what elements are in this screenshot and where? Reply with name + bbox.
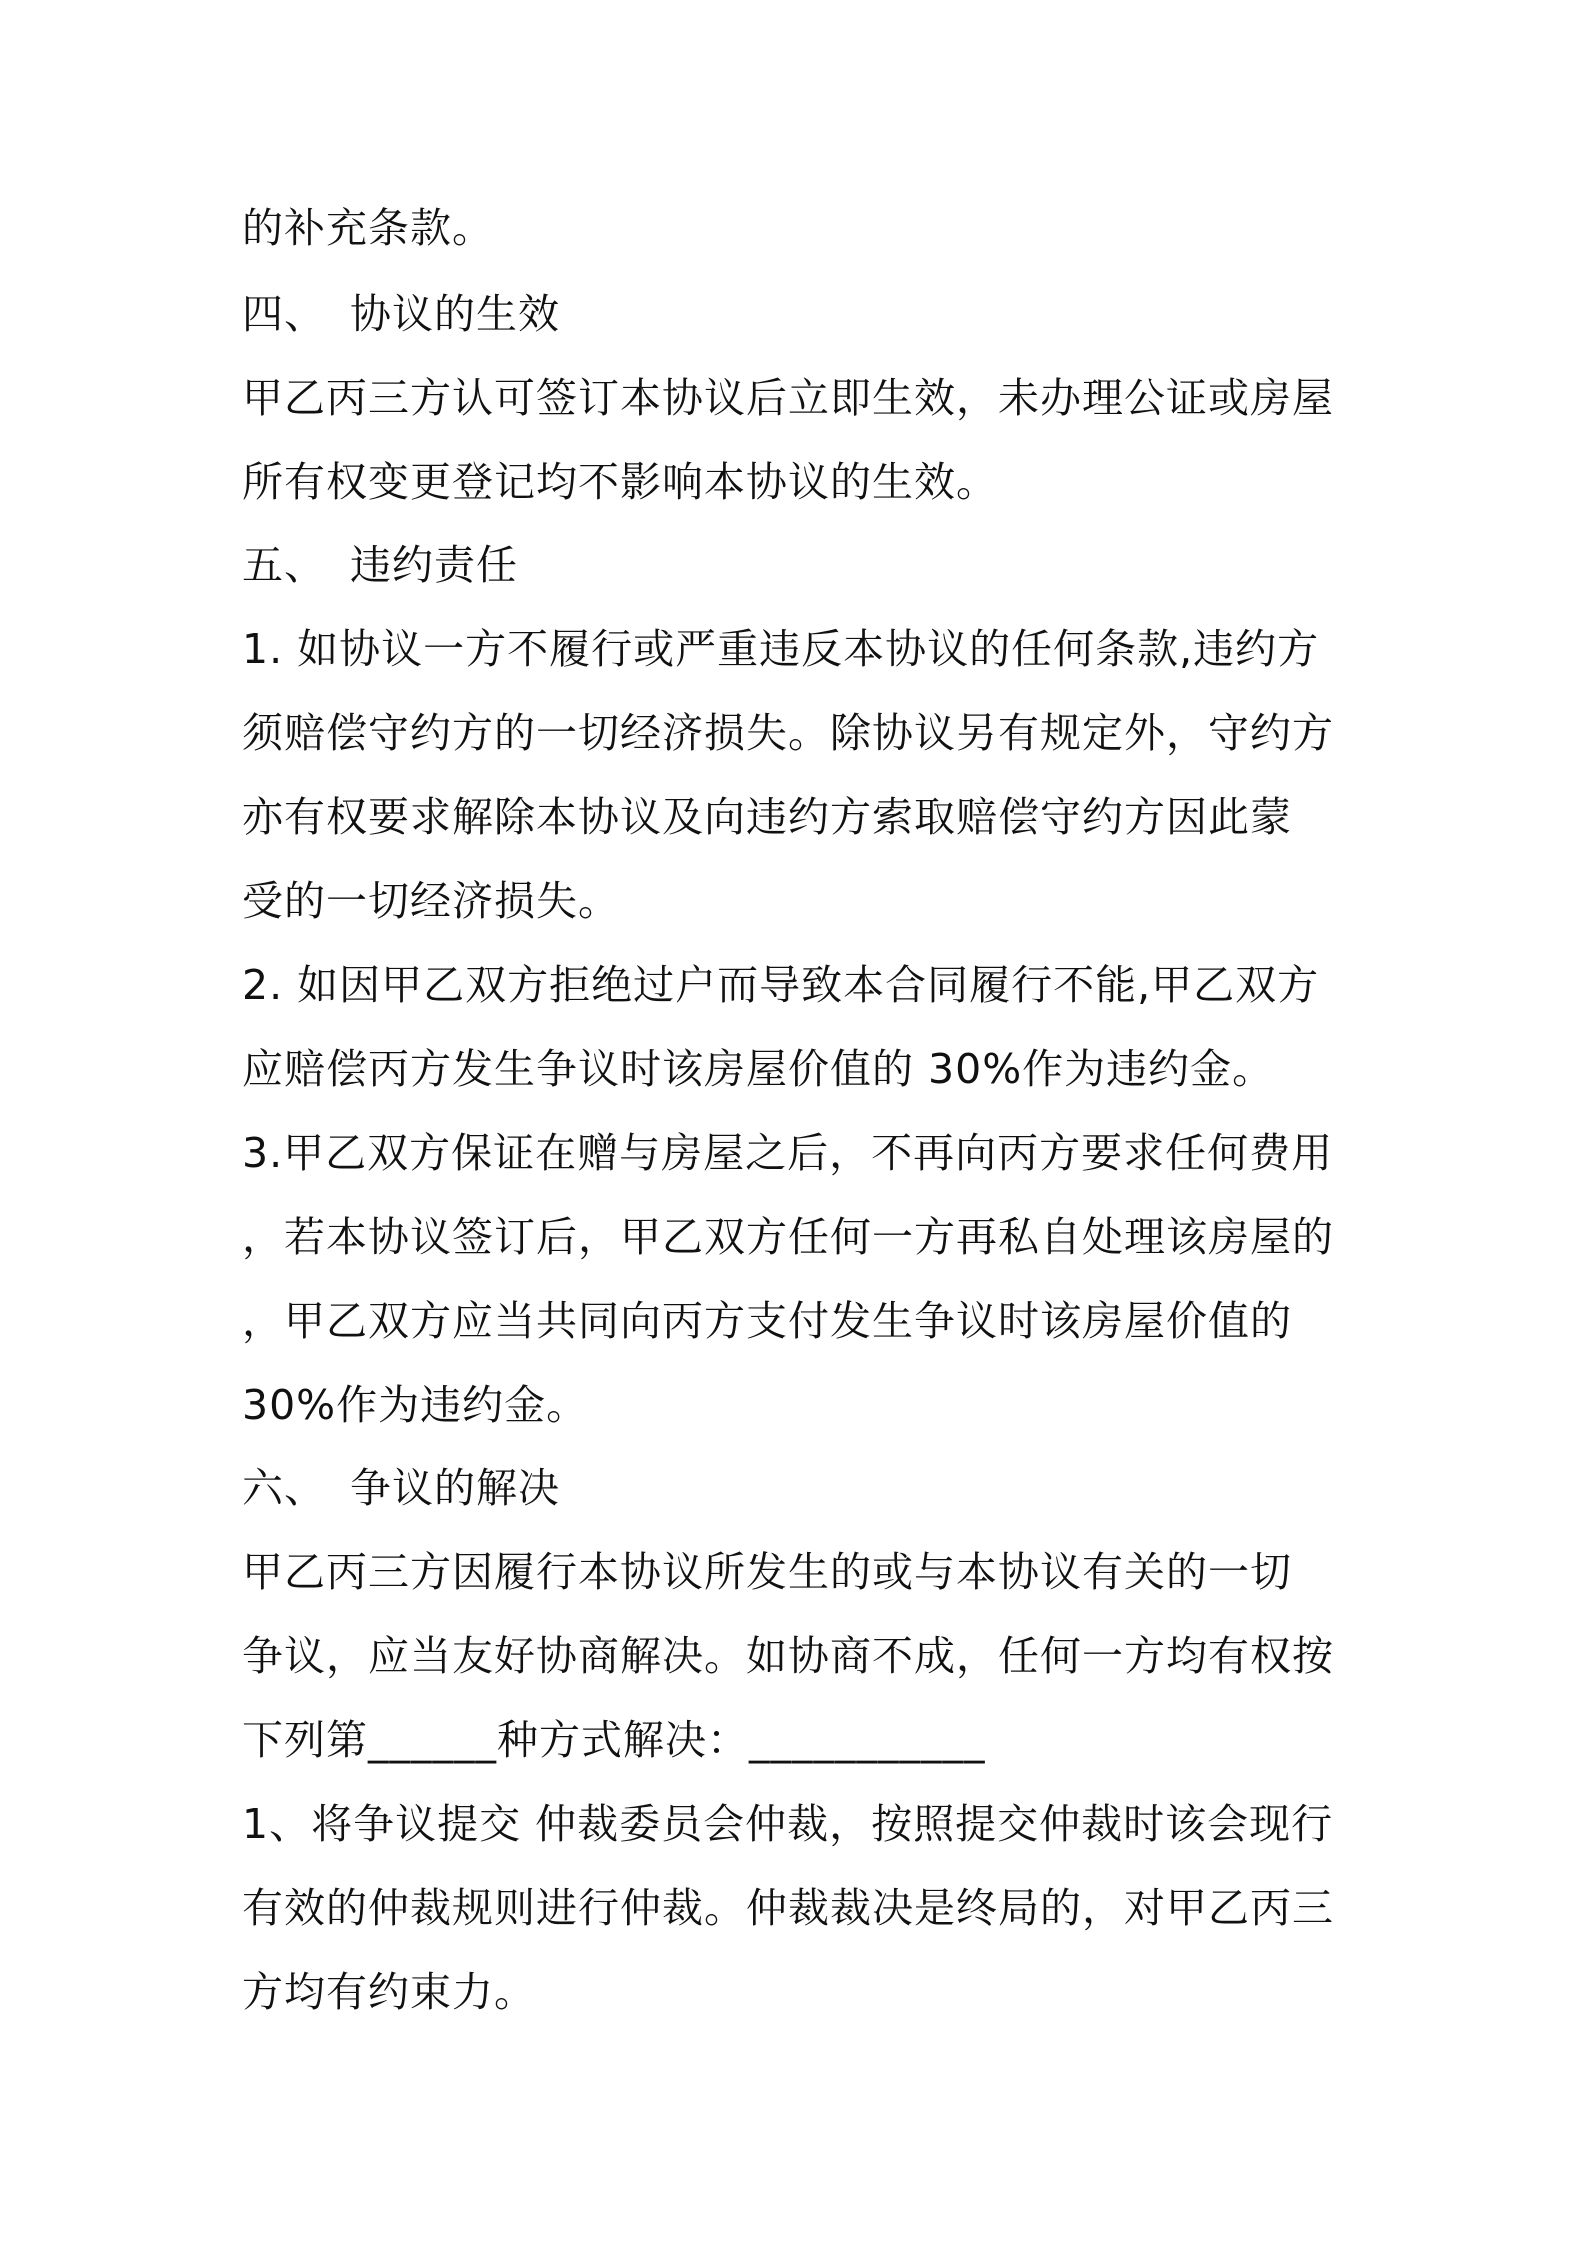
text-line: 2. 如因甲乙双方拒绝过户而导致本合同履行不能,甲乙双方 — [242, 961, 1320, 1009]
text-line: ，甲乙双方应当共同向丙方支付发生争议时该房屋价值的 — [242, 1297, 1292, 1345]
section-number: 六、 — [242, 1464, 326, 1512]
text-line: ，若本协议签订后，甲乙双方任何一方再私自处理该房屋的 — [242, 1213, 1334, 1261]
text-line: 受的一切经济损失。 — [242, 877, 620, 925]
text-line: 的补充条款。 — [242, 204, 494, 252]
text-line: 30%作为违约金。 — [242, 1381, 589, 1429]
section-title: 协议的生效 — [350, 290, 560, 338]
section-number: 五、 — [242, 541, 326, 589]
text-line: 方均有约束力。 — [242, 1968, 536, 2016]
text-line: 亦有权要求解除本协议及向违约方索取赔偿守约方因此蒙 — [242, 793, 1292, 841]
text-line: 下列第______种方式解决：___________ — [242, 1716, 986, 1764]
section-heading-disputes — [242, 1458, 560, 1518]
text-line: 1. 如协议一方不履行或严重违反本协议的任何条款,违约方 — [242, 625, 1320, 673]
text-line: 有效的仲裁规则进行仲裁。仲裁裁决是终局的，对甲乙丙三 — [242, 1884, 1334, 1932]
section-title: 违约责任 — [350, 541, 518, 589]
text-line: 争议，应当友好协商解决。如协商不成，任何一方均有权按 — [242, 1632, 1334, 1680]
text-line: 甲乙丙三方认可签订本协议后立即生效，未办理公证或房屋 — [242, 374, 1334, 422]
section-title: 争议的解决 — [350, 1464, 560, 1512]
text-line: 甲乙丙三方因履行本协议所发生的或与本协议有关的一切 — [242, 1548, 1292, 1596]
text-line: 3.甲乙双方保证在赠与房屋之后，不再向丙方要求任何费用 — [242, 1129, 1334, 1177]
text-line: 应赔偿丙方发生争议时该房屋价值的 30%作为违约金。 — [242, 1045, 1275, 1093]
text-line: 须赔偿守约方的一切经济损失。除协议另有规定外，守约方 — [242, 709, 1334, 757]
text-line: 所有权变更登记均不影响本协议的生效。 — [242, 458, 998, 506]
section-number: 四、 — [242, 290, 326, 338]
section-heading-liability — [242, 535, 518, 595]
section-heading-effectiveness — [242, 284, 560, 344]
text-line: 1、将争议提交 仲裁委员会仲裁，按照提交仲裁时该会现行 — [242, 1800, 1334, 1848]
